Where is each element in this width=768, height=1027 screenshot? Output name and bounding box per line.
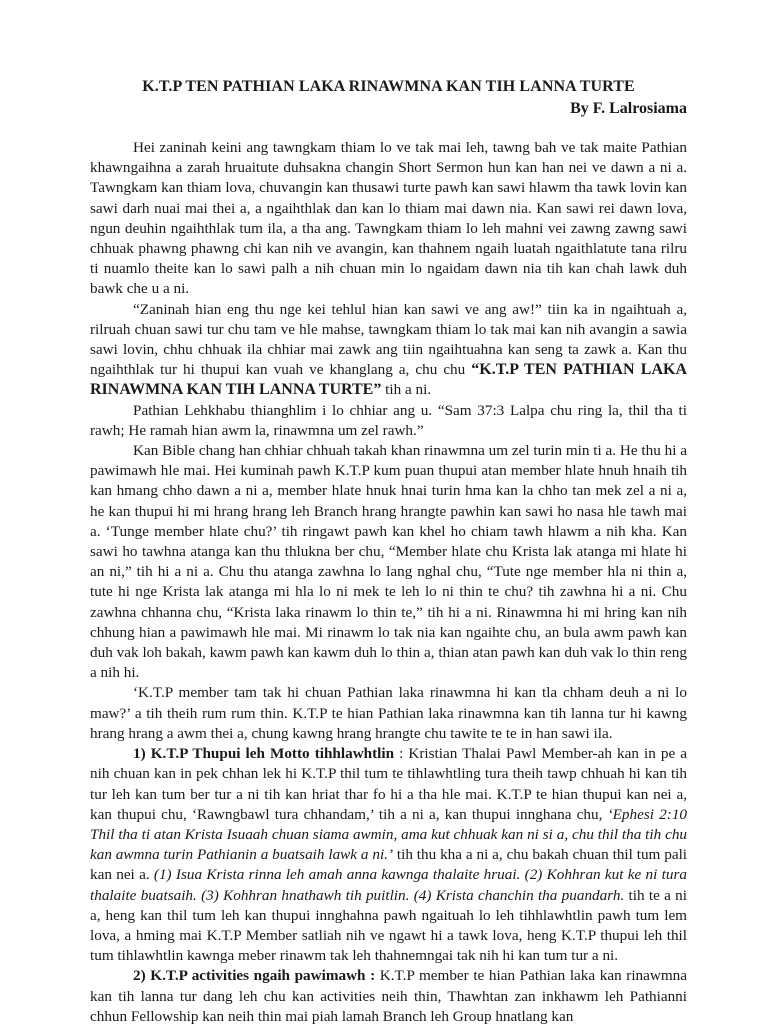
document-title: K.T.P TEN PATHIAN LAKA RINAWMNA KAN TIH LANNA TURTE — [142, 78, 635, 95]
paragraph-6-text-c: tih thu kha a ni a, chu bakah chuan thil tum pali kan nei a. — [90, 846, 688, 884]
paragraph-3: Pathian Lehkhabu thianghlim i lo chhiar ang u. “Sam 37:3 Lalpa chu ring la, thil tha ti rawh; He ramah hian awm la, rinawmna um zel rawh.” — [90, 401, 687, 439]
paragraph-1: Hei zaninah keini ang tawngkam thiam lo ve tak mai leh, tawng bah ve tak maite Pathian khawngaihna a zarah hruaitute duhsakna changin Short Sermon hun kan han nei ve dawn a ni a. Tawngkam kan thiam lova, chuvangin kan thusawi turte pawh kan sawi hlawm tha tawk lovin kan sawi darh nuai mai thei a, a ngaihthlak dan kan lo thiam mai dawn nia. Kan sawi rei dawn lova, ngun deuhin ngaihthlak tum ila, a tha ang. Tawngkam thiam lo leh mahni vei zawng zawng sawi chhuak phawng phawng chi kan nih ve avangin, kan thahnem ngaih luatah ngaithlatute tana rilru ti nuamlo theite kan lo sawi palh a nih chuan min lo ngaidam dawn nia tih kan chah lawk duh bawk che u a ni. — [90, 139, 687, 298]
section-heading-2: 2) K.T.P activities ngaih pawimawh : — [133, 967, 376, 985]
paragraph-6 — [90, 744, 687, 966]
paragraph-6-text-a: : Kristian Thalai Pawl Member-ah kan in pe a nih chuan kan in pek chhan lek hi K.T.P thil tum te tihlawhtling tura theih tawp chhuah hi kan tih tur leh kan tum ber tur a ni tih kan hriat thar fo hi a tha hle mai. K.T.P te hian thupui kan nei a, kan thupui chu, ‘Rawngbawl tura chhandam,’ tih a ni a, kan thupui innghana chu, — [90, 745, 687, 823]
document-page — [90, 76, 687, 1027]
document-body — [90, 138, 687, 1027]
section-heading-1: 1) K.T.P Thupui leh Motto tihhlawhtlin — [133, 745, 395, 763]
paragraph-6-aims: (1) Isua Krista rinna leh amah anna kawnga thalaite hruai. (2) Kohhran kut ke ni tura thalaite buatsaih. (3) Kohhran hnathawh tih puitlin. (4) Krista chanchin tha puandarh. — [90, 866, 687, 904]
paragraph-6-verse: ‘Ephesi 2:10 Thil tha ti atan Krista Isuaah chuan siama awmin, ama kut chhuak kan ni si a, chu thil tha tih chu kan awmna turin Pathianin a buatsaih lawk a ni.’ — [90, 805, 688, 864]
paragraph-2-theme: “K.T.P TEN PATHIAN LAKA RINAWMNA KAN TIH LANNA TURTE” — [90, 361, 687, 399]
document-author: By F. Lalrosiama — [570, 100, 687, 117]
paragraph-2-end: tih a ni. — [381, 381, 432, 399]
paragraph-2 — [90, 300, 687, 401]
paragraph-7-text: K.T.P member te hian Pathian laka kan rinawmna kan tih lanna tur dang leh chu kan activities neih thin, Thawhtan zan inkhawm leh Pathianni chhun Fellowship kan neih thin mai piah lamah Branch leh Group hnatlang kan — [90, 967, 687, 1025]
paragraph-4: Kan Bible chang han chhiar chhuah takah khan rinawmna um zel turin min ti a. He thu hi a pawimawh hle mai. Hei kuminah pawh K.T.P kum puan thupui atan member hlate hnuh hnaih tih kan hmang chho dawn a ni a, member hlate hnuk hnai turin hma kan la chho tan mek zel a ni a, he kan thupui hi mi hrang hrang leh Branch hrang hrangte pawhin kan sawi ho nasa hle tawh mai a. ‘Tunge member hlate chu?’ tih ringawt pawh kan khel ho chiam tawh hlawm a nih kha. Kan sawi ho tawhna atanga kan thu thlukna ber chu, “Member hlate chu Krista lak atanga mi hlate hi an ni,” tih hi a ni a. Chu thu atanga zawhna lo lang nghal chu, “Tute nge member hla ni thin a, tute hi nge Krista lak atanga mi hla lo ni mek te leh lo ni thin te chu? tih zawhna hi a ni. Chu zawhna chhanna chu, “Krista laka rinawm lo thin te,” tih hi a ni. Rinawmna hi mi hring kan nih chhung hian a pawimawh hle mai. Mi rinawm lo tak nia kan ngaihte chu, an bula awm pawh kan duh vak loh bakah, kawm pawh kan kawm duh lo thin a, thian atan pawh kan duh vak lo thin reng a nih hi. — [90, 442, 687, 682]
paragraph-5: ‘K.T.P member tam tak hi chuan Pathian laka rinawmna hi kan tla chham deuh a ni lo maw?’ a tih theih rum rum thin. K.T.P te hian Pathian laka rinawmna kan tih lanna tur hi kawng hrang hrang a awm thei a, chung kawng hrang hrangte chu tawite te te in han sawi ila. — [90, 684, 687, 742]
paragraph-2-text: “Zaninah hian eng thu nge kei tehlul hian kan sawi ve ang aw!” tiin ka in ngaihtuah a, rilruah chuan sawi tur chu tam ve hle mahse, tawngkam thiam lo tak mai kan nih avangin a sawia sawi lovin, chhu chhuak ila chhiar mai zawk ang tiin ngaihtuahna kan seng ta zawk a. Kan thu ngaihthlak tur hi thupui kan vuah ve khanglang a, chu chu — [90, 300, 687, 379]
paragraph-6-text-e: tih te a ni a, heng kan thil tum leh kan thupui innghahna pawh ngaituah lo leh tihhlawhtlin pawh tum lem lova, a hming mai K.T.P Member satliah nih ve ngawt hi a tawk lova, heng K.T.P thupui leh thil tum tihlawhtlin kawnga meber rinawm tak leh thahnemngai tak nih hi kan tum tur a ni. — [90, 886, 687, 965]
paragraph-7 — [90, 966, 687, 1027]
